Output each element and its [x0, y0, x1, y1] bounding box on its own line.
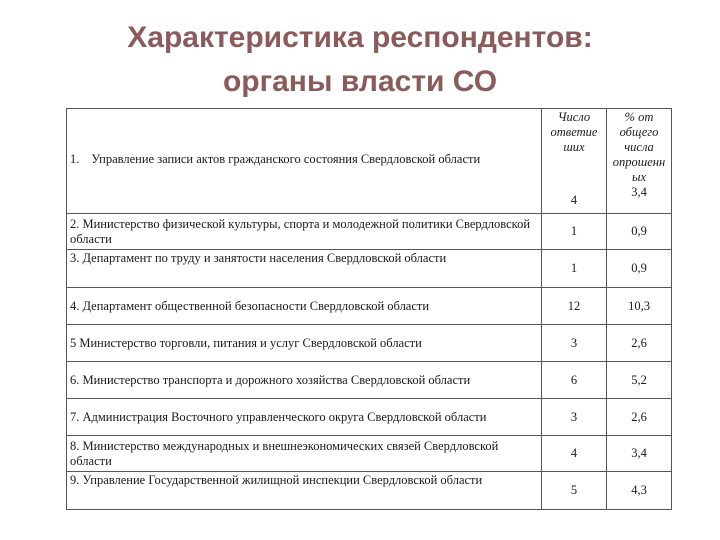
percent-value: 0,9: [607, 250, 672, 288]
count-value: 5: [542, 472, 607, 510]
org-cell: 5 Министерство торговли, питания и услуг Свердловской области: [67, 325, 542, 362]
table-row: [67, 288, 672, 325]
respondents-table: [66, 108, 672, 510]
percent-value: 5,2: [607, 362, 672, 399]
percent-column-header: % от общего числа опрошенн ых: [612, 110, 666, 184]
org-cell: 7. Администрация Восточного управленческого округа Свердловской области: [67, 399, 542, 436]
org-cell: 2. Министерство физической культуры, спорта и молодежной политики Свердловской области: [67, 214, 542, 250]
count-value: 6: [542, 362, 607, 399]
table-row: [67, 109, 672, 214]
percent-cell: [607, 109, 672, 214]
table-row: [67, 214, 672, 250]
org-cell: 4. Департамент общественной безопасности Свердловской области: [67, 288, 542, 325]
count-value: 1: [542, 214, 607, 250]
org-cell: 3. Департамент по труду и занятости населения Свердловской области: [67, 250, 542, 288]
org-cell: 8. Министерство международных и внешнеэкономических связей Свердловской области: [67, 436, 542, 472]
percent-value: 4,3: [607, 472, 672, 510]
percent-value: 0,9: [607, 214, 672, 250]
table-row: [67, 399, 672, 436]
percent-value: 2,6: [607, 325, 672, 362]
page-title-line-1: Характеристика респондентов:: [127, 21, 593, 54]
percent-value: 2,6: [607, 399, 672, 436]
org-cell: [67, 109, 542, 214]
count-value: 3: [542, 399, 607, 436]
count-value: 1: [542, 250, 607, 288]
table-row: [67, 325, 672, 362]
count-cell: [542, 109, 607, 214]
percent-value: 10,3: [607, 288, 672, 325]
count-value: 12: [542, 288, 607, 325]
org-name: Управление записи актов гражданского состояния Свердловской области: [91, 152, 481, 166]
page-title: [0, 16, 720, 104]
table-row: [67, 472, 672, 510]
table-row: [67, 436, 672, 472]
table-row: [67, 362, 672, 399]
count-column-header: Число ответие ших: [550, 110, 598, 154]
org-cell: 6. Министерство транспорта и дорожного хозяйства Свердловской области: [67, 362, 542, 399]
count-value: 3: [542, 325, 607, 362]
count-value: 4: [542, 436, 607, 472]
page-title-line-2: органы власти СО: [222, 65, 498, 98]
org-cell: 9. Управление Государственной жилищной инспекции Свердловской области: [67, 472, 542, 510]
percent-value: 3,4: [607, 436, 672, 472]
table-row: [67, 250, 672, 288]
percent-value: 3,4: [631, 185, 647, 199]
row-number: 1.: [70, 152, 80, 166]
count-value: 4: [570, 193, 578, 207]
